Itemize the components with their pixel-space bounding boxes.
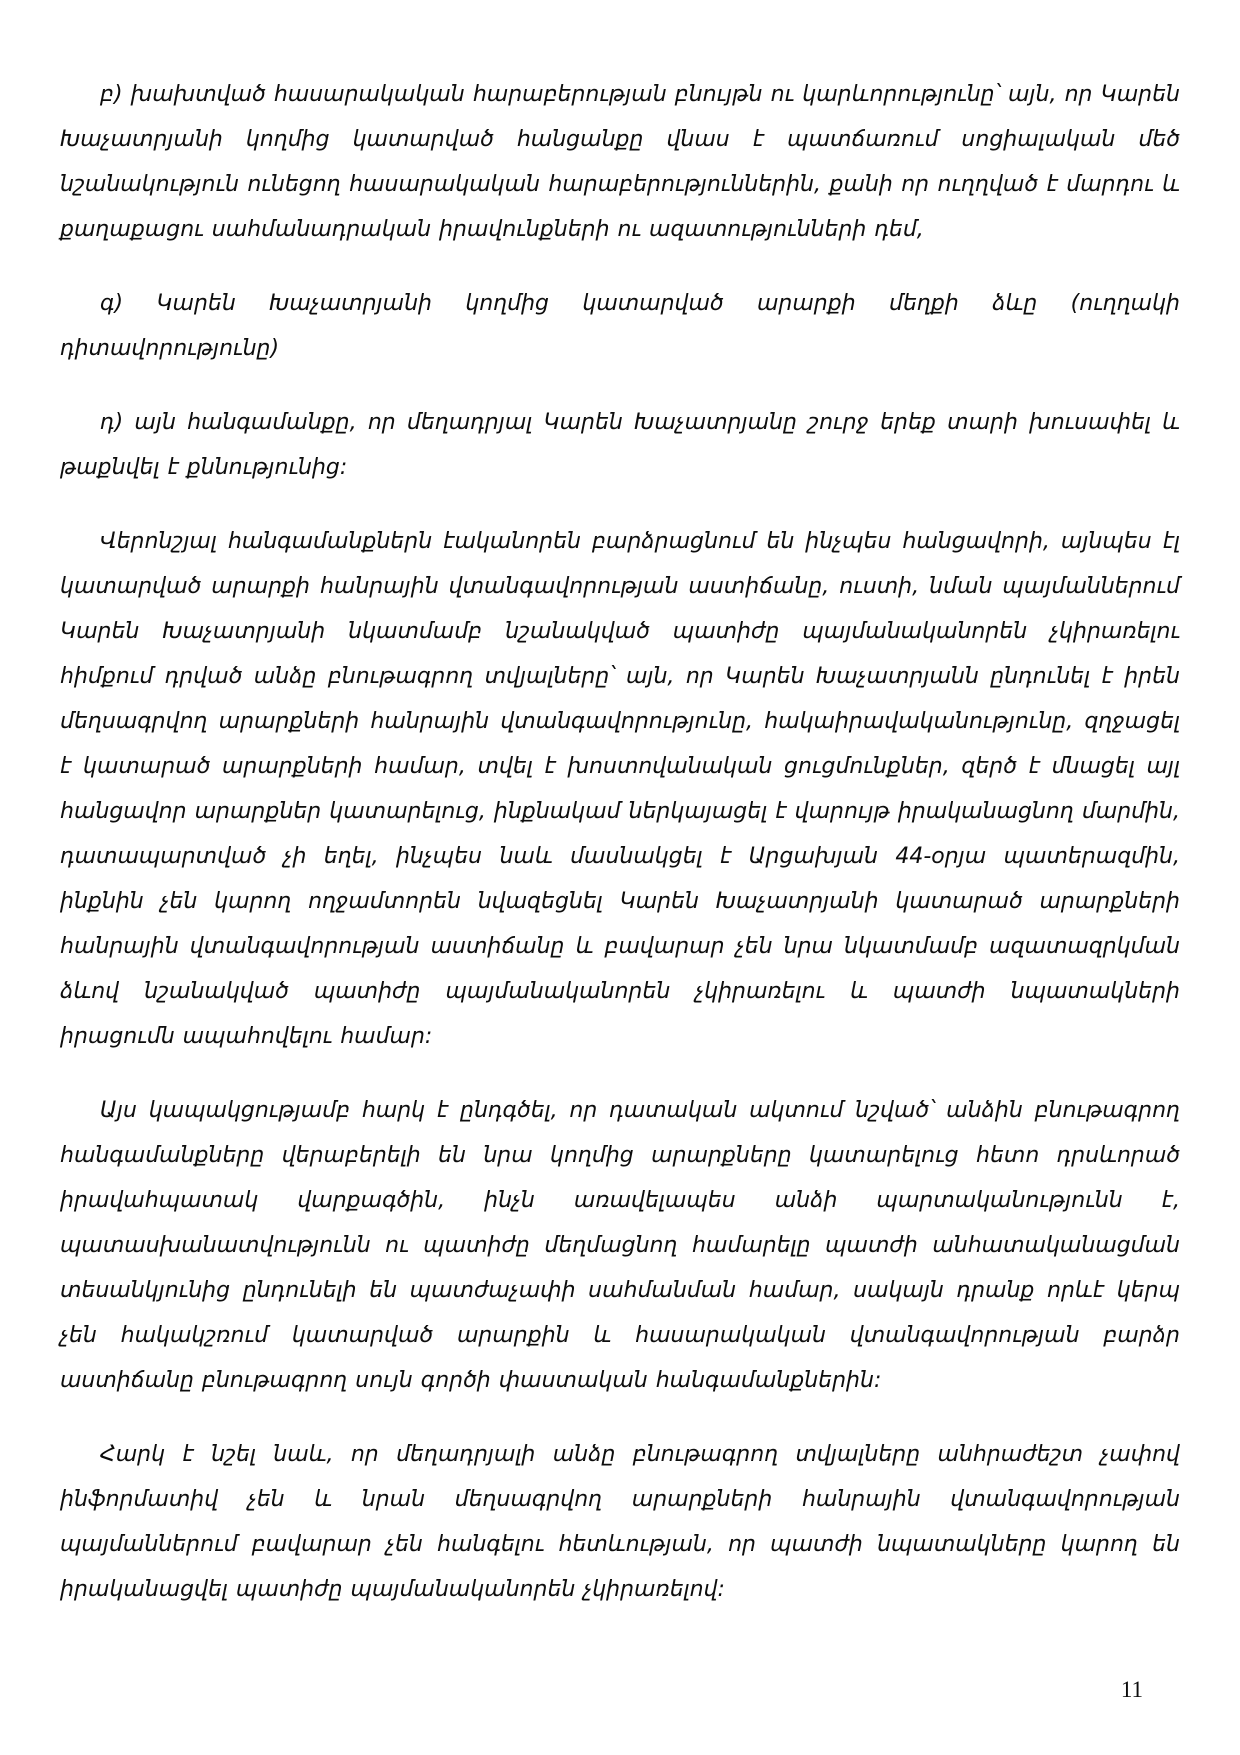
- paragraph-emphasis: Այս կապակցությամբ հարկ է ընդգծել, որ դատական ակտում նշված՝ անձին բնութագրող հանգամանքները վերաբերելի են նրա կողմից արարքները կատարելուց հետո դրսևորած իրավահպատակ վարքագծին, ինչն առավելապես անձի պարտականությունն է, պատասխանատվությունն ու պատիժը մեղմացնող համարելը պատժի անհատականացման տեսանկյունից ընդունելի են պատժաչափի սահմանման համար, սակայն դրանք որևէ կերպ չեն հակակշռում կատարված արարքին և հասարակական վտանգավորության բարձր աստիճանը բնութագրող սույն գործի փաստական հանգամանքներին:: [60, 1098, 1180, 1393]
- paragraph-note: Հարկ է նշել նաև, որ մեղադրյալի անձը բնութագրող տվյալները անհրաժեշտ չափով ինֆորմատիվ չեն և նրան մեղսագրվող արարքների հանրային վտանգավորության պայմաններում բավարար չեն հանգելու հետևության, որ պատժի նպատակները կարող են իրականացվել պատիժը պայմանականորեն չկիրառելով:: [60, 1442, 1180, 1602]
- paragraph-point-d: դ) այն հանգամանքը, որ մեղադրյալ Կարեն Խաչատրյանը շուրջ երեք տարի խուսափել և թաքնվել է քննությունից:: [60, 410, 1180, 480]
- paragraph-point-g: գ) Կարեն Խաչատրյանի կողմից կատարված արարքի մեղքի ձևը (ուղղակի դիտավորությունը): [60, 291, 1180, 361]
- paragraph-point-b: բ) խախտված հասարակական հարաբերության բնույթն ու կարևորությունը՝ այն, որ Կարեն Խաչատրյանի կողմից կատարված հանցանքը վնաս է պատճառում սոցիալական մեծ նշանակություն ունեցող հասարակական հարաբերություններին, քանի որ ուղղված է մարդու և քաղաքացու սահմանադրական իրավունքների ու ազատությունների դեմ,: [60, 82, 1180, 242]
- paragraph-assessment: Վերոնշյալ հանգամանքներն էականորեն բարձրացնում են ինչպես հանցավորի, այնպես էլ կատարված արարքի հանրային վտանգավորության աստիճանը, ուստի, նման պայմաններում Կարեն Խաչատրյանի նկատմամբ նշանակված պատիժը պայմանականորեն չկիրառելու հիմքում դրված անձը բնութագրող տվյալները՝ այն, որ Կարեն Խաչատրյանն ընդունել է իրեն մեղսագրվող արարքների հանրային վտանգավորությունը, հակաիրավականությունը, զղջացել է կատարած արարքների համար, տվել է խոստովանական ցուցմունքներ, զերծ է մնացել այլ հանցավոր արարքներ կատարելուց, ինքնակամ ներկայացել է վարույթ իրականացնող մարմին, դատապարտված չի եղել, ինչպես նաև մասնակցել է Արցախյան 44-օրյա պատերազմին, ինքնին չեն կարող ողջամտորեն նվազեցնել Կարեն Խաչատրյանի կատարած արարքների հանրային վտանգավորության աստիճանը և բավարար չեն նրա նկատմամբ ազատազրկման ձևով նշանակված պատիժը պայմանականորեն չկիրառելու և պատժի նպատակների իրացումն ապահովելու համար:: [60, 529, 1180, 1049]
- document-body: [60, 72, 1180, 1641]
- page-number: 11: [1120, 1677, 1143, 1702]
